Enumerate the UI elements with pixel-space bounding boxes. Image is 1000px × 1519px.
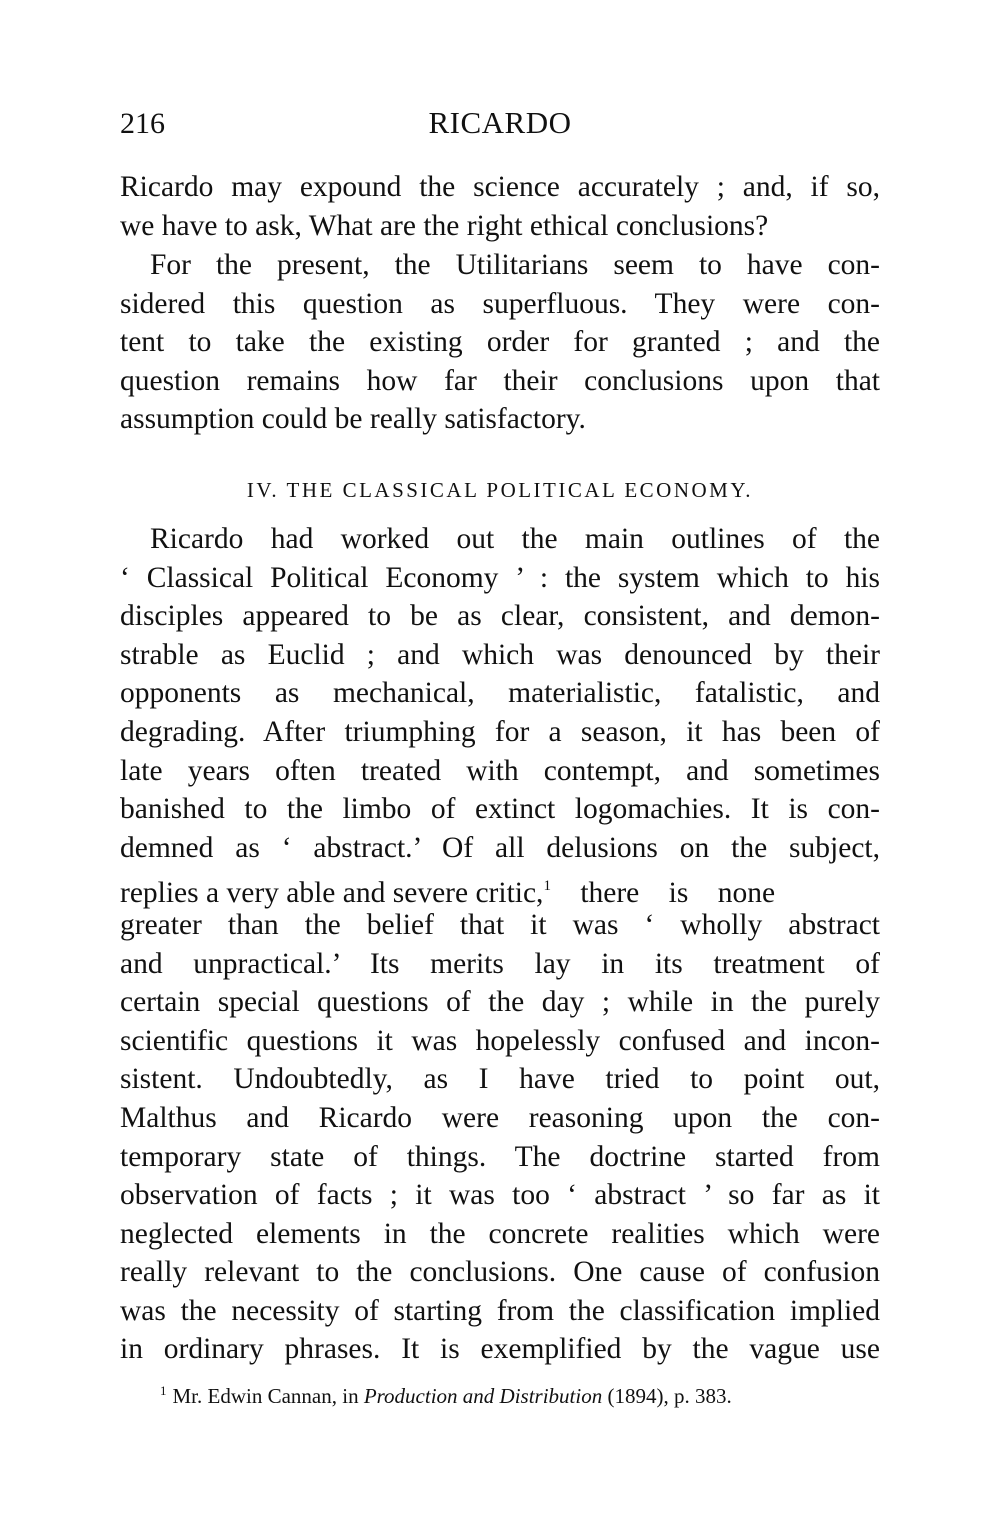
text-line: Malthus and Ricardo were reasoning upon the con- xyxy=(120,1101,880,1134)
text-segment: replies a very able and severe critic, xyxy=(120,877,544,910)
text-line: neglected elements in the concrete realities which were xyxy=(120,1217,880,1250)
text-line: sidered this question as superfluous. They were con- xyxy=(120,287,880,320)
text-line: Ricardo had worked out the main outlines of the xyxy=(150,523,880,555)
text-line: Ricardo may expound the science accurately ; and, if so, xyxy=(120,171,880,203)
footnote xyxy=(160,1383,732,1409)
section-heading: IV. THE CLASSICAL POLITICAL ECONOMY. xyxy=(246,478,754,502)
text-line: really relevant to the conclusions. One cause of confusion xyxy=(120,1256,880,1289)
text-line: tent to take the existing order for granted ; and the xyxy=(120,326,880,359)
footnote-prefix: Mr. Edwin Cannan, in xyxy=(172,1384,364,1408)
page-number: 216 xyxy=(120,107,165,140)
text-segment: there is none xyxy=(550,877,776,910)
text-line: ‘ Classical Political Economy ’ : the system which to his xyxy=(120,561,880,594)
text-line: question remains how far their conclusions upon that xyxy=(120,364,880,397)
text-line: greater than the belief that it was ‘ wholly abstract xyxy=(120,908,880,941)
text-line: observation of facts ; it was too ‘ abstract ’ so far as it xyxy=(120,1179,880,1212)
text-line: temporary state of things. The doctrine started from xyxy=(120,1140,880,1173)
page-header xyxy=(120,105,880,145)
text-line-with-footnote xyxy=(120,867,880,910)
text-line: opponents as mechanical, materialistic, fatalistic, and xyxy=(120,677,880,710)
text-line: sistent. Undoubtedly, as I have tried to point out, xyxy=(120,1063,880,1096)
footnote-suffix: (1894), p. 383. xyxy=(602,1384,732,1408)
footnote-title: Production and Distribution xyxy=(363,1384,603,1408)
footnote-reference[interactable]: 1 xyxy=(543,878,551,895)
text-line: disciples appeared to be as clear, consistent, and demon- xyxy=(120,600,880,633)
paragraph-3 xyxy=(120,520,880,1369)
text-line: assumption could be really satisfactory. xyxy=(120,403,586,436)
text-line: degrading. After triumphing for a season, it has been of xyxy=(120,715,880,748)
running-title: RICARDO xyxy=(428,105,572,140)
footnote-marker: 1 xyxy=(160,1383,167,1398)
text-line: certain special questions of the day ; while in the purely xyxy=(120,986,880,1019)
text-line: strable as Euclid ; and which was denounced by their xyxy=(120,638,880,671)
text-line: in ordinary phrases. It is exemplified by the vague use xyxy=(120,1333,880,1366)
text-line: late years often treated with contempt, and sometimes xyxy=(120,754,880,787)
text-line: scientific questions it was hopelessly confused and incon- xyxy=(120,1024,880,1057)
text-line: we have to ask, What are the right ethical conclusions? xyxy=(120,209,769,242)
paragraph-1 xyxy=(120,168,880,245)
text-line: For the present, the Utilitarians seem to have con- xyxy=(150,249,880,281)
text-line: and unpractical.’ Its merits lay in its treatment of xyxy=(120,947,880,980)
text-line: was the necessity of starting from the classification implied xyxy=(120,1294,880,1327)
text-line: demned as ‘ abstract.’ Of all delusions on the subject, xyxy=(120,831,880,864)
text-line: banished to the limbo of extinct logomachies. It is con- xyxy=(120,793,880,826)
paragraph-2 xyxy=(120,246,880,439)
